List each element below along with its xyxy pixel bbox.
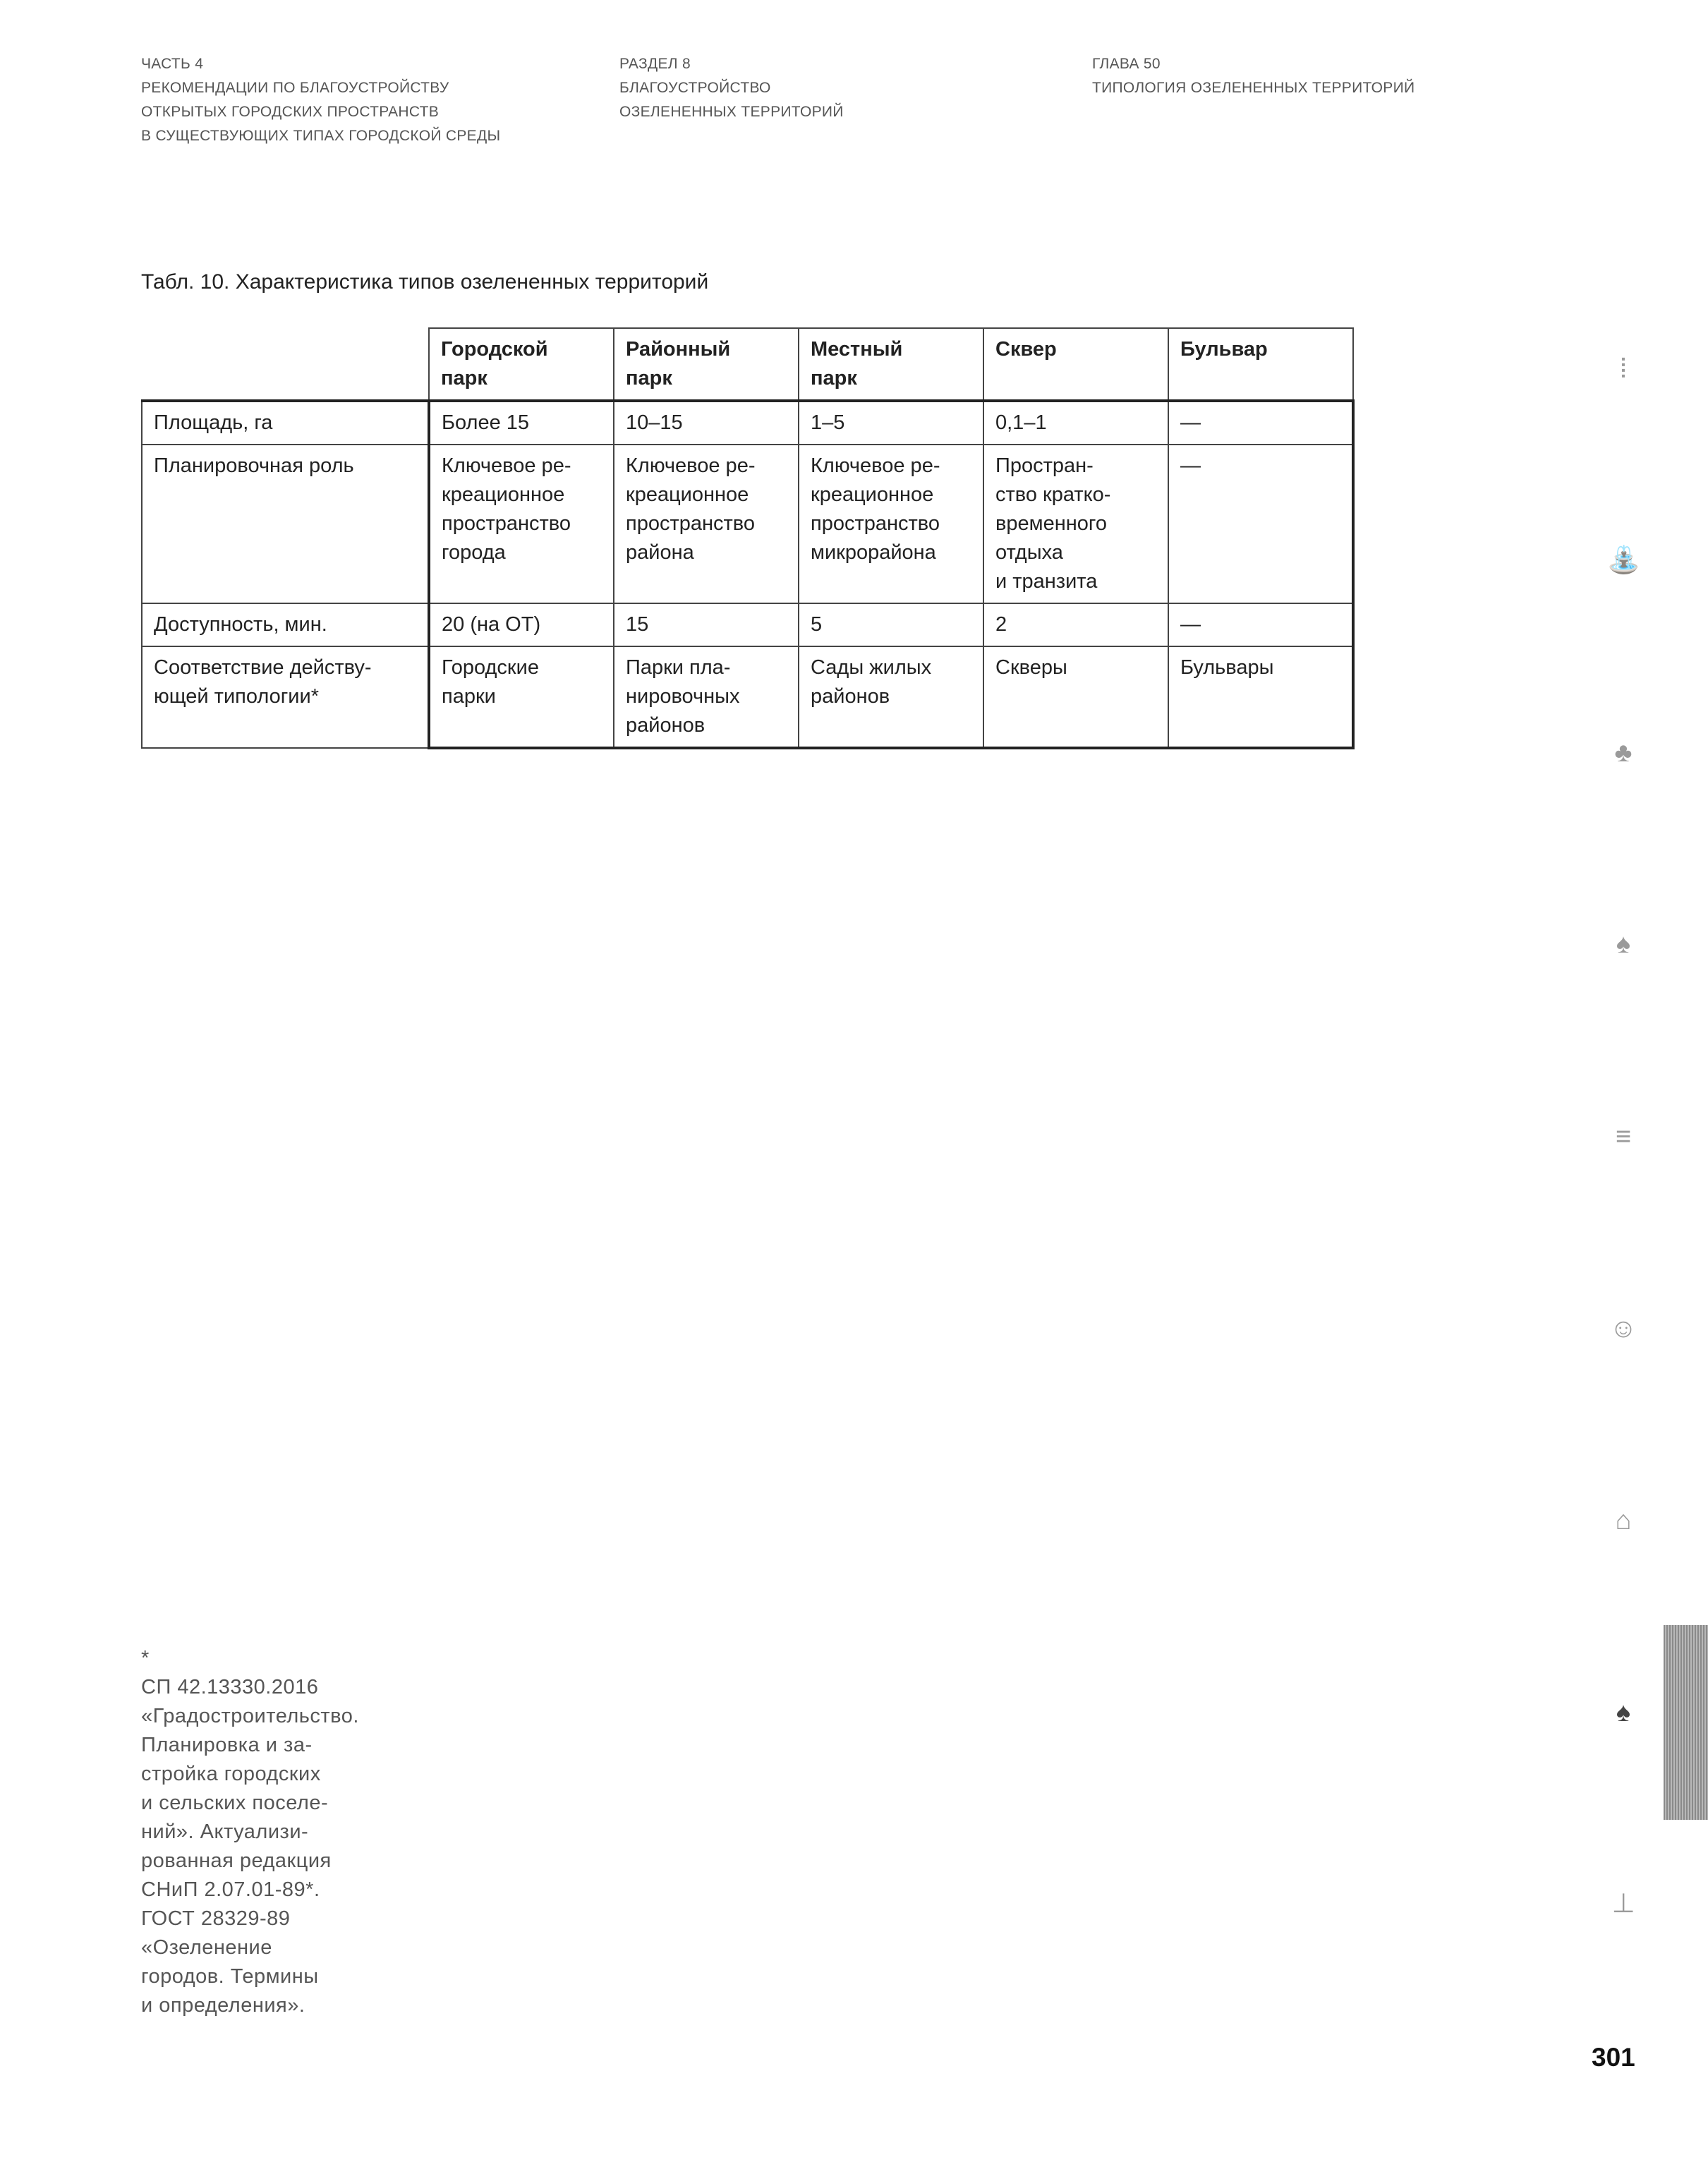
header-part	[141, 52, 500, 148]
table-cell	[1168, 445, 1353, 603]
table-cell	[1168, 603, 1353, 646]
row-label-line: Доступность, мин.	[154, 613, 327, 636]
table-cell-line: Ключевое ре-	[626, 454, 756, 477]
table-cell-line: Бульвары	[1180, 656, 1274, 679]
table-cell-line: пространство	[442, 512, 571, 535]
table-row	[142, 401, 1353, 445]
table-row	[142, 445, 1353, 603]
footnote-line: городов. Термины	[141, 1965, 319, 1988]
forest-icon[interactable]: ♣	[1614, 738, 1633, 768]
footnote	[141, 1644, 359, 2020]
page-number: 301	[1592, 2043, 1635, 2072]
table-cell-line: креационное	[626, 483, 749, 506]
table-cell	[1168, 646, 1353, 748]
column-header-line: Сквер	[995, 338, 1057, 361]
table-caption: Табл. 10. Характеристика типов озелененных территорий	[141, 270, 709, 294]
footnote-line: «Градостроительство.	[141, 1705, 359, 1727]
table-cell	[983, 646, 1168, 748]
table-cell	[429, 646, 614, 748]
header-section-line: ОЗЕЛЕНЕННЫХ ТЕРРИТОРИЙ	[619, 104, 844, 120]
table-cell-line: —	[1180, 411, 1201, 434]
column-header-line: Бульвар	[1180, 338, 1268, 361]
tree-icon[interactable]: ♠	[1616, 929, 1631, 959]
ruler-icon[interactable]: ⦙	[1620, 354, 1627, 384]
footnote-line: стройка городских	[141, 1763, 321, 1785]
footnote-line: СНиП 2.07.01-89*.	[141, 1878, 320, 1901]
table-cell	[614, 603, 799, 646]
face-icon[interactable]: ☺	[1609, 1314, 1637, 1344]
table-cell-line: нировочных	[626, 685, 740, 708]
row-label-line: Площадь, га	[154, 411, 273, 434]
column-header	[429, 328, 614, 401]
row-label-line: ющей типологии*	[154, 685, 319, 708]
column-header	[614, 328, 799, 401]
table-cell-line: 5	[811, 613, 823, 636]
table-cell-line: Ключевое ре-	[442, 454, 571, 477]
footnote-line: рованная редакция	[141, 1849, 332, 1872]
header-chapter-line: ТИПОЛОГИЯ ОЗЕЛЕНЕННЫХ ТЕРРИТОРИЙ	[1092, 80, 1415, 96]
row-label	[142, 646, 429, 748]
table-cell-line: 2	[995, 613, 1007, 636]
column-header-line: парк	[441, 367, 487, 390]
header-part-line: ЧАСТЬ 4	[141, 56, 204, 72]
column-header	[983, 328, 1168, 401]
header-chapter	[1092, 52, 1415, 100]
header-section	[619, 52, 844, 124]
bench-icon[interactable]: ⊥	[1611, 1889, 1635, 1919]
table-header-row	[142, 328, 1353, 401]
table-cell	[614, 401, 799, 445]
lines-icon[interactable]: ≡	[1615, 1122, 1632, 1152]
table-cell	[614, 445, 799, 603]
row-label	[142, 401, 429, 445]
table-cell-line: района	[626, 541, 694, 564]
column-header	[1168, 328, 1353, 401]
row-label	[142, 603, 429, 646]
table-cell	[429, 445, 614, 603]
table-cell-line: районов	[811, 685, 890, 708]
header-part-line: РЕКОМЕНДАЦИИ ПО БЛАГОУСТРОЙСТВУ	[141, 80, 449, 96]
table-cell-line: креационное	[811, 483, 934, 506]
table-cell-line: 15	[626, 613, 649, 636]
table-cell-line: отдыха	[995, 541, 1063, 564]
row-label-line: Планировочная роль	[154, 454, 354, 477]
table-cell-line: пространство	[626, 512, 756, 535]
table-cell-line: 10–15	[626, 411, 683, 434]
table-cell-line: —	[1180, 613, 1201, 636]
header-part-line: В СУЩЕСТВУЮЩИХ ТИПАХ ГОРОДСКОЙ СРЕДЫ	[141, 128, 501, 144]
table-cell-line: Более 15	[442, 411, 530, 434]
table-cell-line: парки	[442, 685, 496, 708]
table-cell-line: Скверы	[995, 656, 1067, 679]
table-cell-line: пространство	[811, 512, 940, 535]
column-header	[799, 328, 983, 401]
table-cell	[1168, 401, 1353, 445]
table-cell	[799, 603, 983, 646]
green-territories-table	[141, 327, 1355, 749]
table-cell-line: Парки пла-	[626, 656, 731, 679]
footnote-line: и сельских поселе-	[141, 1792, 329, 1814]
building-icon[interactable]: ⌂	[1615, 1506, 1632, 1535]
table-cell-line: ство кратко-	[995, 483, 1111, 506]
table-cell-line: Городские	[442, 656, 539, 679]
footnote-line: ний». Актуализи-	[141, 1821, 309, 1843]
table-cell	[983, 603, 1168, 646]
table-cell	[983, 445, 1168, 603]
fountain-icon[interactable]: ⛲	[1607, 545, 1641, 575]
table-row	[142, 646, 1353, 748]
table-corner-cell	[142, 328, 429, 401]
footnote-line: Планировка и за-	[141, 1734, 313, 1756]
column-header-line: Районный	[626, 338, 731, 361]
table-cell-line: микрорайона	[811, 541, 936, 564]
column-header-line: парк	[626, 367, 672, 390]
table-cell-line: 0,1–1	[995, 411, 1047, 434]
column-header-line: Местный	[811, 338, 903, 361]
table-cell-line: города	[442, 541, 506, 564]
column-header-line: парк	[811, 367, 857, 390]
header-part-line: ОТКРЫТЫХ ГОРОДСКИХ ПРОСТРАНСТВ	[141, 104, 440, 120]
table-cell-line: 20 (на ОТ)	[442, 613, 541, 636]
header-section-line: РАЗДЕЛ 8	[619, 56, 691, 72]
table-cell	[983, 401, 1168, 445]
row-label	[142, 445, 429, 603]
active-tab-marker	[1664, 1625, 1708, 1820]
table-cell-line: креационное	[442, 483, 565, 506]
tree-icon[interactable]: ♠	[1616, 1698, 1631, 1727]
table-cell-line: —	[1180, 454, 1201, 477]
table-cell	[799, 401, 983, 445]
footnote-marker: *	[141, 1647, 150, 1670]
table-cell-line: временного	[995, 512, 1107, 535]
table-cell-line: 1–5	[811, 411, 845, 434]
header-section-line: БЛАГОУСТРОЙСТВО	[619, 80, 771, 96]
table-cell-line: районов	[626, 714, 705, 737]
table-cell-line: Ключевое ре-	[811, 454, 940, 477]
header-chapter-line: ГЛАВА 50	[1092, 56, 1161, 72]
table-cell	[429, 603, 614, 646]
table-cell-line: Сады жилых	[811, 656, 932, 679]
table-cell-line: и транзита	[995, 570, 1098, 593]
row-label-line: Соответствие действу-	[154, 656, 372, 679]
footnote-line: ГОСТ 28329-89	[141, 1907, 291, 1930]
table-row	[142, 603, 1353, 646]
table-cell	[799, 646, 983, 748]
footnote-line: «Озеленение	[141, 1936, 272, 1959]
footnote-line: и определения».	[141, 1994, 305, 2017]
table-cell	[614, 646, 799, 748]
footnote-line: СП 42.13330.2016	[141, 1676, 319, 1698]
table-cell-line: Простран-	[995, 454, 1094, 477]
table-cell	[429, 401, 614, 445]
table-cell	[799, 445, 983, 603]
column-header-line: Городской	[441, 338, 548, 361]
